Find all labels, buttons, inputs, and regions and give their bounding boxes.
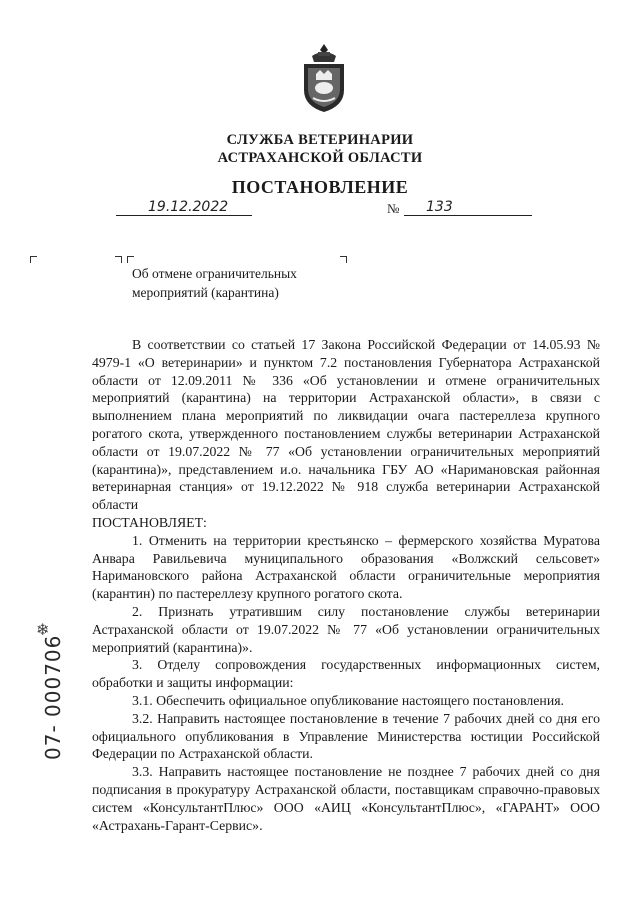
- document-body: [92, 336, 600, 834]
- paragraph-3-3: 3.3. Направить настоящее постановление не позднее 7 рабочих дней со дня подписания в прокуратуру Астраханской области, поставщикам справочно-правовых систем «КонсультантПлюс» ООО «АИЦ «КонсультантПлюс», «ГАРАНТ» ООО «Астрахань-Гарант-Сервис».: [92, 764, 600, 833]
- paragraph-3: 3. Отделу сопровождения государственных информационных систем, обработки и защиты информации:: [92, 657, 600, 691]
- number-sign: №: [387, 201, 400, 216]
- paragraph-3-1: 3.1. Обеспечить официальное опубликование настоящего постановления.: [132, 692, 564, 708]
- corner-mark: [127, 256, 134, 263]
- registration-code: 07- 000706: [41, 634, 65, 760]
- organization-name-line1: СЛУЖБА ВЕТЕРИНАРИИ: [226, 132, 414, 148]
- corner-mark: [30, 256, 37, 263]
- subject-line1: Об отмене ограничительных: [132, 266, 297, 281]
- number-underline: [404, 215, 532, 216]
- document-number: 133: [426, 199, 453, 215]
- organization-name-line2: АСТРАХАНСКОЙ ОБЛАСТИ: [217, 150, 423, 166]
- subject-line2: мероприятий (карантина): [132, 285, 279, 300]
- paragraph-1: 1. Отменить на территории крестьянско – фермерского хозяйства Муратова Анвара Равильевича муниципального образования «Волжский сельсовет» Наримановского района Астраханской области ограничительные мероприятия (карантин) по пастереллезу крупного рогатого скота.: [92, 532, 600, 602]
- paragraph-3-2: 3.2. Направить настоящее постановление в течение 7 рабочих дней со дня его официального опубликования в Управление Министерства юстиции Российской Федерации по Астраханской области.: [92, 710, 600, 762]
- document-date: 19.12.2022: [148, 199, 229, 215]
- corner-mark: [340, 256, 347, 263]
- document-type-title: ПОСТАНОВЛЕНИЕ: [231, 177, 409, 197]
- date-underline: [116, 215, 252, 216]
- margin-mark: ❄: [36, 622, 50, 639]
- document-subject: [132, 264, 297, 302]
- resolves-heading: ПОСТАНОВЛЯЕТ:: [92, 514, 207, 530]
- corner-mark: [115, 256, 122, 263]
- preamble-paragraph: В соответствии со статьей 17 Закона Российской Федерации от 14.05.93 № 4979-1 «О ветеринарии» и пунктом 7.2 постановления Губернатора Астраханской области от 12.09.2011 № 336 «Об установлении и отмене ограничительных мероприятий (карантина) на территории Астраханской области», в связи с выполнением плана мероприятий по ликвидации очага пастереллеза крупного рогатого скота, утвержденного постановлением службы ветеринарии Астраханской области от 19.07.2022 № 77 «Об установлении ограничительных мероприятий (карантина)», представлением и.о. начальника ГБУ АО «Наримановская районная ветеринарная станция» от 19.12.2022 № 918 служба ветеринарии Астраханской области: [92, 337, 600, 513]
- paragraph-2: 2. Признать утратившим силу постановление службы ветеринарии Астраханской области от 19.07.2022 № 77 «Об установлении ограничительных мероприятий (карантина)».: [92, 603, 600, 655]
- coat-of-arms-emblem: [298, 42, 350, 114]
